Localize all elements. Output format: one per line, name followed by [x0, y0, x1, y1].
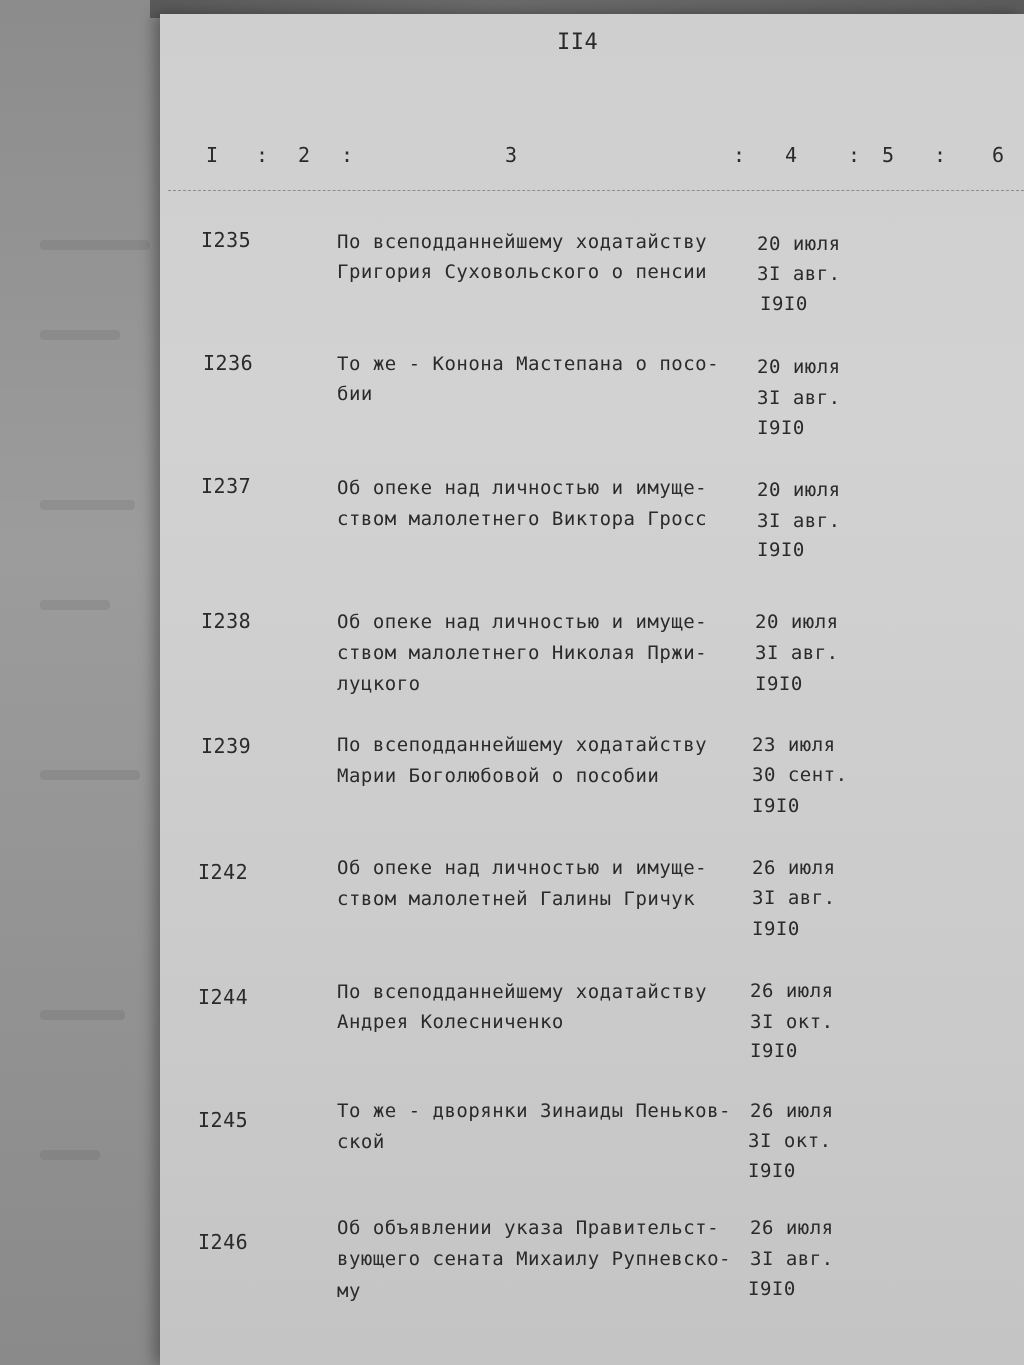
column-header-1: I	[206, 143, 219, 167]
entry-text-line: ством малолетней Галины Гричук	[337, 888, 696, 910]
entry-number: I239	[201, 734, 252, 758]
entry-text-line: луцкого	[337, 673, 421, 695]
entry-year: I9I0	[750, 1040, 798, 1062]
entry-year: I9I0	[757, 539, 805, 561]
entry-text-line: ством малолетнего Виктора Гросс	[337, 508, 708, 530]
underlying-page	[0, 0, 175, 1365]
entry-date-start: 20 июля	[757, 479, 841, 501]
entry-number: I242	[198, 860, 249, 884]
entry-text-line: Марии Боголюбовой о пособии	[337, 765, 660, 787]
entry-text-line: То же - Конона Мастепана о посо-	[337, 353, 720, 375]
header-divider	[168, 190, 1024, 192]
entry-date-start: 20 июля	[757, 356, 841, 378]
entry-year: I9I0	[757, 417, 805, 439]
column-separator: :	[256, 143, 269, 167]
ghost-text-line	[40, 1150, 100, 1160]
entry-date-start: 20 июля	[755, 611, 839, 633]
entry-date-start: 20 июля	[757, 233, 841, 255]
entry-date-start: 26 июля	[750, 1100, 834, 1122]
entry-text-line: Об объявлении указа Правительст-	[337, 1217, 720, 1239]
entry-date-start: 26 июля	[750, 980, 834, 1002]
entry-date-end: 3I авг.	[757, 387, 841, 409]
entry-date-end: 3I окт.	[748, 1130, 832, 1152]
entry-text-line: По всеподданнейшему ходатайству	[337, 734, 708, 756]
entry-year: I9I0	[748, 1278, 796, 1300]
page-number: II4	[557, 30, 599, 55]
column-separator: :	[341, 143, 354, 167]
entry-number: I237	[201, 474, 252, 498]
entry-date-end: 3I окт.	[750, 1011, 834, 1033]
entry-number: I235	[201, 228, 252, 252]
ghost-text-line	[40, 500, 135, 510]
entry-number: I238	[201, 609, 252, 633]
entry-text-line: ством малолетнего Николая Пржи-	[337, 642, 708, 664]
entry-year: I9I0	[752, 918, 800, 940]
entry-text-line: вующего сената Михаилу Рупневско-	[337, 1248, 731, 1270]
column-header-2: 2	[298, 143, 311, 167]
ghost-text-line	[40, 770, 140, 780]
document-page	[160, 14, 1024, 1365]
entry-date-start: 26 июля	[750, 1217, 834, 1239]
ghost-text-line	[40, 1010, 125, 1020]
entry-text-line: бии	[337, 383, 373, 405]
ghost-text-line	[40, 600, 110, 610]
entry-text-line: Григория Суховольского о пенсии	[337, 261, 708, 283]
entry-date-end: 3I авг.	[752, 887, 836, 909]
entry-date-end: 30 сент.	[752, 764, 848, 786]
entry-date-end: 3I авг.	[750, 1248, 834, 1270]
entry-date-end: 3I авг.	[757, 510, 841, 532]
entry-text-line: То же - дворянки Зинаиды Пеньков-	[337, 1100, 731, 1122]
column-header-6: 6	[992, 143, 1005, 167]
column-header-3: 3	[505, 143, 518, 167]
entry-text-line: му	[337, 1280, 361, 1302]
column-separator: :	[934, 143, 947, 167]
entry-year: I9I0	[752, 795, 800, 817]
column-header-4: 4	[785, 143, 798, 167]
column-separator: :	[733, 143, 746, 167]
entry-year: I9I0	[760, 293, 808, 315]
entry-date-end: 3I авг.	[755, 642, 839, 664]
entry-date-start: 23 июля	[752, 734, 836, 756]
ghost-text-line	[40, 240, 150, 250]
column-header-5: 5	[882, 143, 895, 167]
entry-text-line: Андрея Колесниченко	[337, 1011, 564, 1033]
entry-date-start: 26 июля	[752, 857, 836, 879]
column-separator: :	[848, 143, 861, 167]
entry-text-line: По всеподданнейшему ходатайству	[337, 231, 708, 253]
entry-text-line: Об опеке над личностью и имуще-	[337, 611, 708, 633]
entry-text-line: По всеподданнейшему ходатайству	[337, 981, 708, 1003]
entry-year: I9I0	[748, 1160, 796, 1182]
entry-number: I246	[198, 1230, 249, 1254]
ghost-text-line	[40, 330, 120, 340]
entry-text-line: ской	[337, 1131, 385, 1153]
entry-text-line: Об опеке над личностью и имуще-	[337, 857, 708, 879]
entry-number: I245	[198, 1108, 249, 1132]
entry-text-line: Об опеке над личностью и имуще-	[337, 477, 708, 499]
entry-date-end: 3I авг.	[757, 263, 841, 285]
entry-year: I9I0	[755, 673, 803, 695]
entry-number: I236	[203, 351, 254, 375]
entry-number: I244	[198, 985, 249, 1009]
